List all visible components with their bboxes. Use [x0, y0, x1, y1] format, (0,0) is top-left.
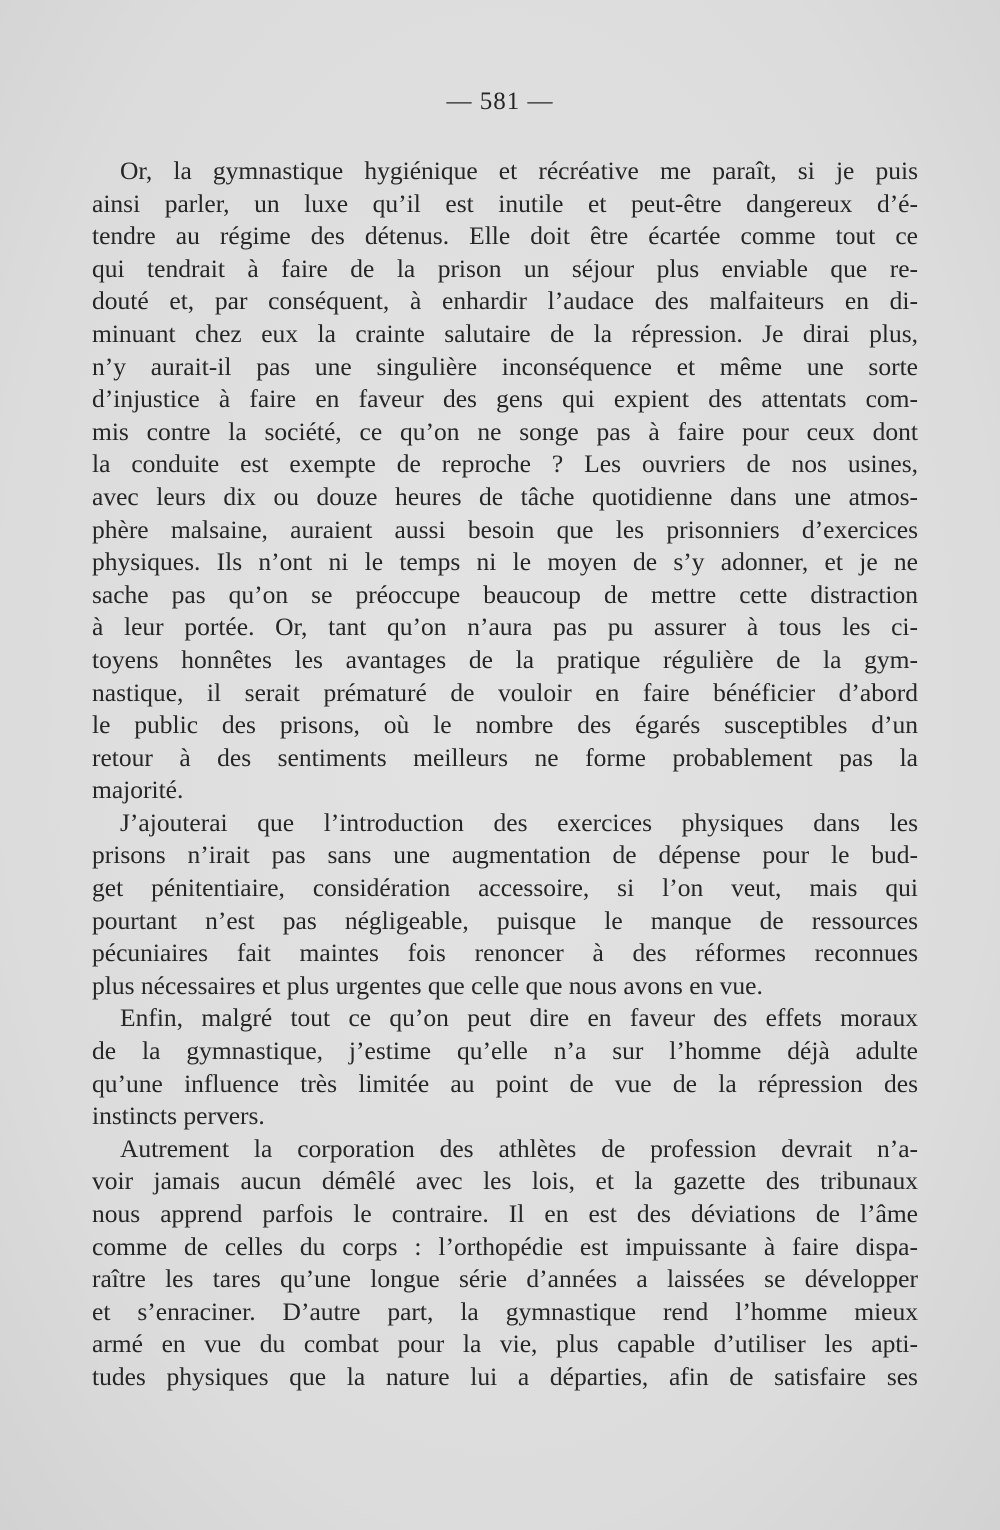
paragraph — [92, 155, 918, 807]
text-line: pourtant n’est pas négligeable, puisque le manque de ressources — [92, 905, 918, 935]
text-line: nastique, il serait prématuré de vouloir en faire bénéficier d’abord — [92, 677, 918, 707]
text-line: tudes physiques que la nature lui a départies, afin de satisfaire ses — [92, 1361, 918, 1391]
text-line: à leur portée. Or, tant qu’on n’aura pas pu assurer à tous les ci- — [92, 612, 918, 642]
text-line: J’ajouterai que l’introduction des exercices physiques dans les — [120, 807, 918, 837]
text-line: armé en vue du combat pour la vie, plus capable d’utiliser les apti- — [92, 1329, 918, 1359]
text-line: la conduite est exempte de reproche ? Les ouvriers de nos usines, — [92, 449, 918, 479]
paragraph — [92, 807, 918, 1003]
text-line: physiques. Ils n’ont ni le temps ni le moyen de s’y adonner, et je ne — [92, 547, 918, 577]
text-line: mis contre la société, ce qu’on ne songe pas à faire pour ceux dont — [92, 416, 918, 446]
text-line: le public des prisons, où le nombre des égarés susceptibles d’un — [92, 710, 918, 740]
text-line: tendre au régime des détenus. Elle doit être écartée comme tout ce — [92, 221, 918, 251]
text-line: raître les tares qu’une longue série d’années a laissées se développer — [92, 1264, 918, 1294]
text-line: et s’enraciner. D’autre part, la gymnastique rend l’homme mieux — [92, 1296, 918, 1326]
text-line: qu’une influence très limitée au point de vue de la répression des — [92, 1068, 918, 1098]
text-line: toyens honnêtes les avantages de la pratique régulière de la gym- — [92, 644, 918, 674]
text-line: avec leurs dix ou douze heures de tâche quotidienne dans une atmos- — [92, 481, 918, 511]
text-line: instincts pervers. — [92, 1101, 265, 1131]
text-line: nous apprend parfois le contraire. Il en est des déviations de l’âme — [92, 1199, 918, 1228]
text-line: pécuniaires fait maintes fois renoncer à des réformes reconnues — [92, 938, 918, 968]
text-line: Or, la gymnastique hygiénique et récréative me paraît, si je puis — [120, 156, 918, 185]
text-line: sache pas qu’on se préoccupe beaucoup de mettre cette distraction — [92, 579, 918, 609]
paragraph — [92, 1002, 918, 1132]
body-text — [92, 155, 918, 1394]
text-line: voir jamais aucun démêlé avec les lois, et la gazette des tribunaux — [92, 1166, 918, 1196]
paragraph — [92, 1133, 918, 1394]
text-line: douté et, par conséquent, à enhardir l’audace des malfaiteurs en di- — [92, 286, 918, 316]
text-line: plus nécessaires et plus urgentes que celle que nous avons en vue. — [92, 970, 763, 1000]
text-line: prisons n’irait pas sans une augmentation de dépense pour le bud- — [92, 840, 918, 870]
text-line: qui tendrait à faire de la prison un séjour plus enviable que re- — [92, 253, 918, 283]
text-line: ainsi parler, un luxe qu’il est inutile et peut-être dangereux d’é- — [92, 188, 918, 218]
text-line: get pénitentiaire, considération accessoire, si l’on veut, mais qui — [92, 873, 918, 903]
text-line: comme de celles du corps : l’orthopédie est impuissante à faire dispa- — [92, 1231, 918, 1261]
text-line: d’injustice à faire en faveur des gens qui expient des attentats com- — [92, 384, 918, 414]
text-line: Enfin, malgré tout ce qu’on peut dire en faveur des effets moraux — [120, 1003, 918, 1033]
text-line: majorité. — [92, 775, 184, 805]
text-line: retour à des sentiments meilleurs ne forme probablement pas la — [92, 742, 918, 772]
text-line: phère malsaine, auraient aussi besoin que les prisonniers d’exercices — [92, 514, 918, 544]
page-number: — 581 — — [446, 88, 554, 115]
text-line: n’y aurait-il pas une singulière inconséquence et même une sorte — [92, 351, 918, 381]
text-line: minuant chez eux la crainte salutaire de la répression. Je dirai plus, — [92, 318, 918, 348]
text-line: de la gymnastique, j’estime qu’elle n’a sur l’homme déjà adulte — [92, 1036, 918, 1066]
text-line: Autrement la corporation des athlètes de profession devrait n’a- — [120, 1133, 918, 1163]
